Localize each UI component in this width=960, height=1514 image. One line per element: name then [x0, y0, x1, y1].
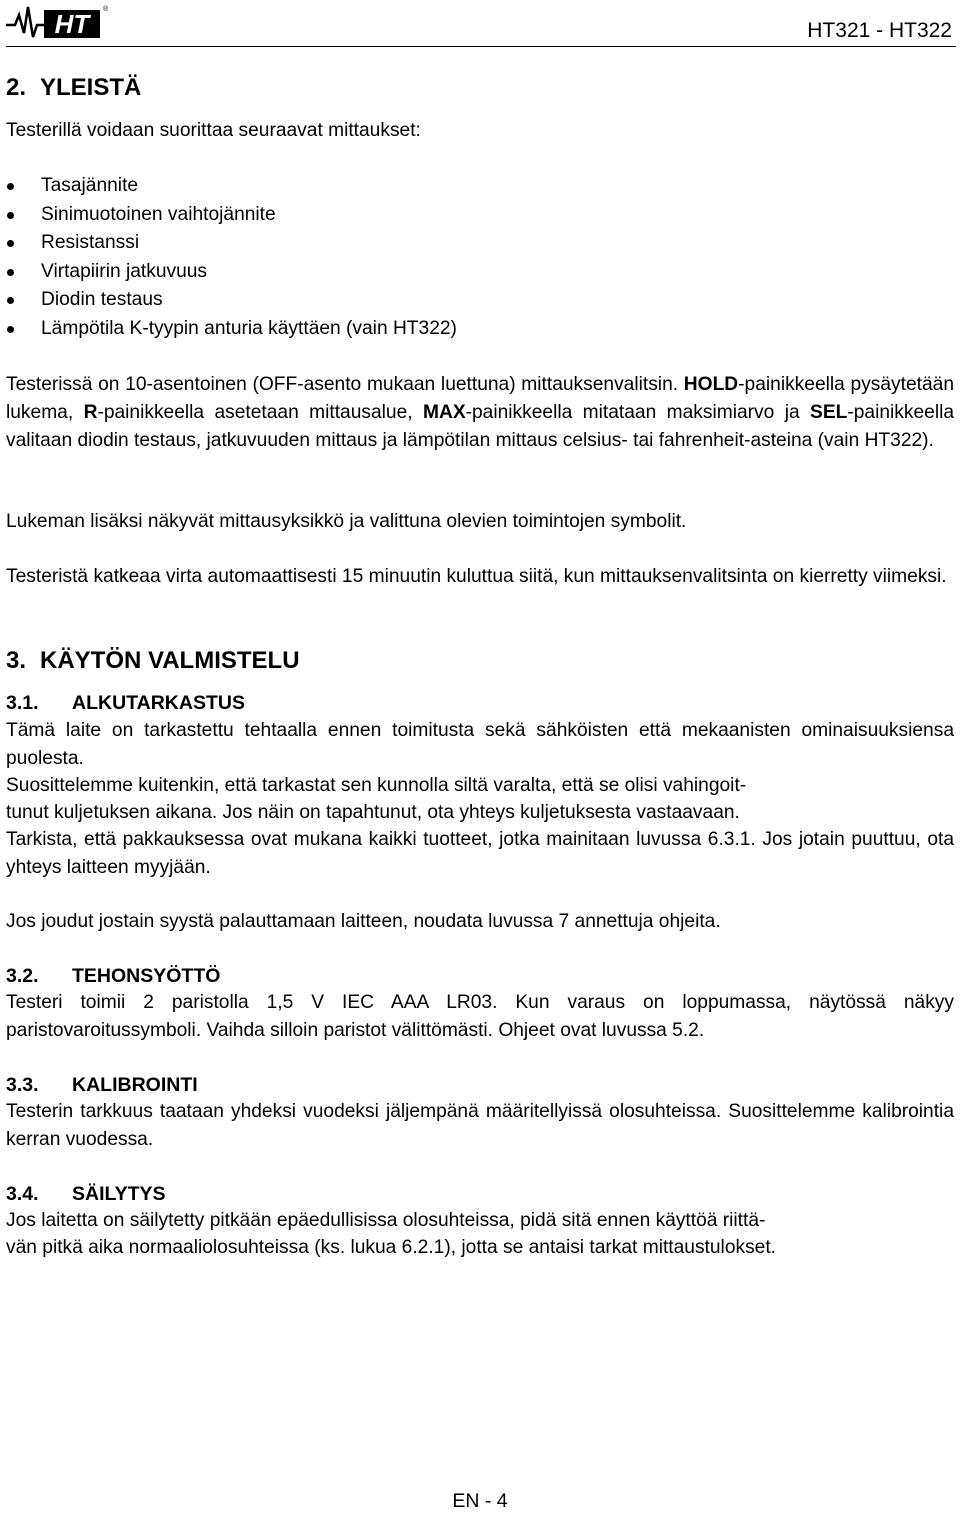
page-header — [6, 0, 956, 47]
section-3-1-paragraph-4: Jos joudut jostain syystä palauttamaan laitteen, noudata luvussa 7 annettuja ohjeita. — [6, 911, 721, 932]
section-title: YLEISTÄ — [40, 74, 142, 101]
list-item: Sinimuotoinen vaihtojännite — [6, 201, 954, 230]
section-number: 3. — [6, 647, 27, 674]
section-3-1-paragraph-3: Tarkista, että pakkauksessa ovat mukana kaikki tuotteet, jotka mainitaan luvussa 6.3.1. Jos jotain puuttuu, ota yhteys laitteen myyjään. — [6, 829, 954, 878]
subsection-title: SÄILYTYS — [72, 1183, 166, 1205]
page-number: EN - 4 — [452, 1490, 508, 1512]
section-3-1-paragraph-2b: tunut kuljetuksen aikana. Jos näin on tapahtunut, ota yhteys kuljetuksesta vastaavaan. — [6, 802, 740, 823]
registered-mark: ® — [103, 6, 109, 13]
section-title: KÄYTÖN VALMISTELU — [40, 647, 300, 674]
bullet-icon — [7, 183, 14, 190]
section-3-4-heading — [6, 1180, 954, 1208]
bullet-icon — [7, 240, 14, 247]
model-label: HT321 - HT322 — [807, 19, 952, 42]
measurement-list — [6, 172, 954, 344]
section-2-heading — [6, 72, 954, 104]
section-2-paragraph-3: Testeristä katkeaa virta automaattisesti 15 minuutin kuluttua siitä, kun mittauksenvalitsinta on kierretty viimeksi. — [6, 566, 947, 587]
subsection-title: ALKUTARKASTUS — [72, 692, 245, 714]
section-2-paragraph-2: Lukeman lisäksi näkyvät mittausyksikkö ja valittuna olevien toimintojen symbolit. — [6, 511, 687, 532]
section-3-1-paragraph-2a: Suosittelemme kuitenkin, että tarkastat sen kunnolla siltä varalta, että se olisi vahingoit- — [6, 775, 747, 796]
list-item: Lämpötila K-tyypin anturia käyttäen (vain HT322) — [6, 315, 954, 344]
section-3-heading — [6, 645, 954, 677]
bullet-icon — [7, 269, 14, 276]
section-3-4-paragraph-1a: Jos laitetta on säilytetty pitkään epäedullisissa olosuhteissa, pidä sitä ennen käyttöä riittä- — [6, 1210, 766, 1231]
section-2-intro: Testerillä voidaan suorittaa seuraavat mittaukset: — [6, 120, 421, 141]
section-3-2-heading — [6, 962, 954, 990]
logo-text: HT — [54, 9, 90, 39]
section-3-1-paragraph-1: Tämä laite on tarkastettu tehtaalla ennen toimitusta sekä sähköisten että mekaanisten ominaisuuksiensa puolesta. — [6, 720, 954, 769]
bullet-icon — [7, 212, 14, 219]
subsection-title: TEHONSYÖTTÖ — [72, 965, 221, 987]
subsection-number: 3.3. — [6, 1074, 39, 1096]
list-item: Tasajännite — [6, 172, 954, 201]
section-3-3-heading — [6, 1071, 954, 1099]
section-3-1-heading — [6, 689, 954, 717]
ht-logo — [6, 3, 109, 41]
section-3-2-paragraph-1: Testeri toimii 2 paristolla 1,5 V IEC AAA LR03. Kun varaus on loppumassa, näytössä näkyy paristovaroitussymboli. Vaihda silloin paristot välittömästi. Ohjeet ovat luvussa 5.2. — [6, 992, 954, 1041]
subsection-number: 3.4. — [6, 1183, 39, 1205]
list-item: Virtapiirin jatkuvuus — [6, 258, 954, 287]
section-2-paragraph-1: Testerissä on 10-asentoinen (OFF-asento mukaan luettuna) mittauksenvalitsin. HOLD-painikkeella pysäytetään lukema, R-painikkeella asetetaan mittausalue, MAX-painikkeella mitataan maksimiarvo ja SEL-painikkeella valitaan diodin testaus, jatkuvuuden mittaus ja lämpötilan mittaus celsius- tai fahrenheit-asteina (vain HT322). — [6, 374, 955, 451]
subsection-number: 3.2. — [6, 965, 39, 987]
subsection-title: KALIBROINTI — [72, 1074, 198, 1096]
subsection-number: 3.1. — [6, 692, 39, 714]
bullet-icon — [7, 297, 14, 304]
list-item: Resistanssi — [6, 229, 954, 258]
section-3-4-paragraph-1b: vän pitkä aika normaaliolosuhteissa (ks. lukua 6.2.1), jotta se antaisi tarkat mittaustulokset. — [6, 1237, 777, 1258]
list-item: Diodin testaus — [6, 286, 954, 315]
section-number: 2. — [6, 74, 27, 101]
section-3-3-paragraph-1: Testerin tarkkuus taataan yhdeksi vuodeksi jäljempänä määritellyissä olosuhteissa. Suosittelemme kalibrointia kerran vuodessa. — [6, 1101, 954, 1150]
bullet-icon — [7, 326, 14, 333]
